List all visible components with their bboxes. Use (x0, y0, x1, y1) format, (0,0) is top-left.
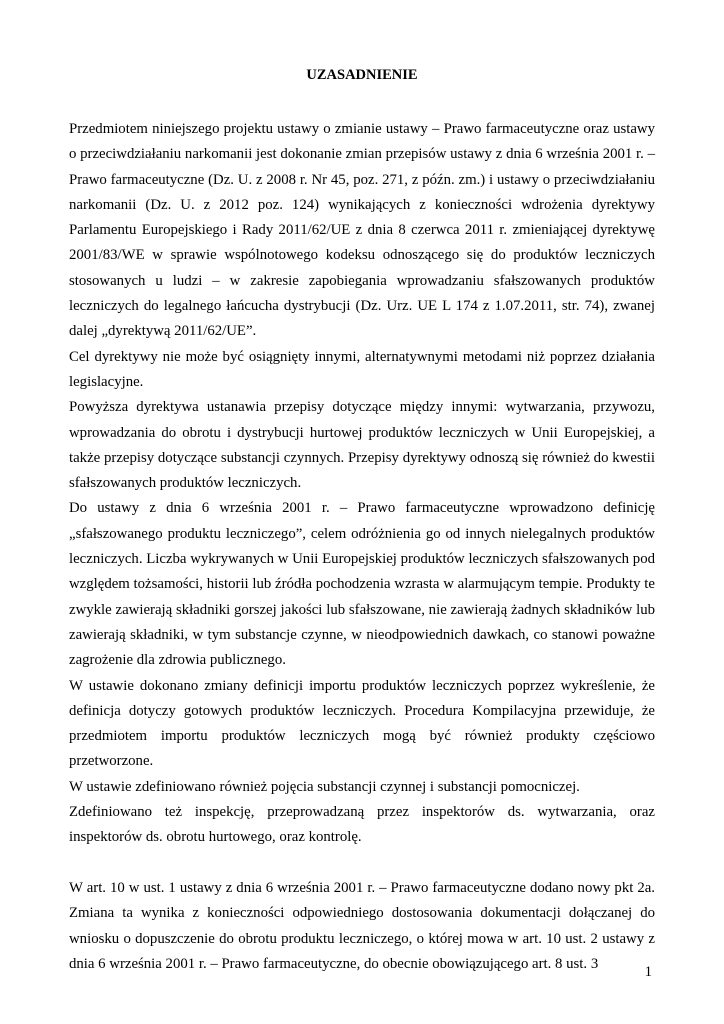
paragraph-import-definition: W ustawie dokonano zmiany definicji importu produktów leczniczych poprzez wykreślenie, że definicja dotyczy gotowych produktów leczniczych. Procedura Kompilacyjna przewiduje, że przedmiotem importu produktów leczniczych mogą być również produkty częściowo przetworzone. (69, 677, 655, 770)
paragraph-art-10: W art. 10 w ust. 1 ustawy z dnia 6 września 2001 r. – Prawo farmaceutyczne dodano nowy pkt 2a. Zmiana ta wynika z konieczności odpowiedniego dostosowania dokumentacji dołączanej do wniosku o dopuszczenie do obrotu produktu leczniczego, o której mowa w art. 10 ust. 2 ustawy z dnia 6 września 2001 r. – Prawo farmaceutyczne, do obecnie obowiązującego art. 8 ust. 3 (69, 879, 655, 972)
paragraph-directive-scope: Powyższa dyrektywa ustanawia przepisy dotyczące między innymi: wytwarzania, przywozu, wprowadzania do obrotu i dystrybucji hurtowej produktów leczniczych w Unii Europejskiej, a także przepisy dotyczące substancji czynnych. Przepisy dyrektywy odnoszą się również do kwestii sfałszowanych produktów leczniczych. (69, 399, 655, 492)
page-number: 1 (644, 964, 652, 980)
document-title: UZASADNIENIE (306, 67, 418, 83)
paragraph-falsified-definition: Do ustawy z dnia 6 września 2001 r. – Prawo farmaceutyczne wprowadzono definicję „sfałszowanego produktu leczniczego”, celem odróżnienia go od innych nielegalnych produktów leczniczych. Liczba wykrywanych w Unii Europejskiej produktów leczniczych sfałszowanych pod względem tożsamości, historii lub źródła pochodzenia wzrasta w alarmującym tempie. Produkty te zwykle zawierają składniki gorszej jakości lub sfałszowane, nie zawierają żadnych składników lub zawierają składniki, w tym substancje czynne, w nieodpowiednich dawkach, co stanowi poważne zagrożenie dla zdrowia publicznego. (69, 500, 655, 669)
paragraph-intro: Przedmiotem niniejszego projektu ustawy o zmianie ustawy – Prawo farmaceutyczne oraz ustawy o przeciwdziałaniu narkomanii jest dokonanie zmian przepisów ustawy z dnia 6 września 2001 r. – Prawo farmaceutyczne (Dz. U. z 2008 r. Nr 45, poz. 271, z późn. zm.) i ustawy o przeciwdziałaniu narkomanii (Dz. U. z 2012 poz. 124) wynikających z konieczności wdrożenia dyrektywy Parlamentu Europejskiego i Rady 2011/62/UE z dnia 8 czerwca 2011 r. zmieniającej dyrektywę 2001/83/WE w sprawie wspólnotowego kodeksu odnoszącego się do produktów leczniczych stosowanych u ludzi – w zakresie zapobiegania wprowadzaniu sfałszowanych produktów leczniczych do legalnego łańcucha dystrybucji (Dz. Urz. UE L 174 z 1.07.2011, str. 74), zwanej dalej „dyrektywą 2011/62/UE”. (69, 121, 655, 340)
paragraph-substances: W ustawie zdefiniowano również pojęcia substancji czynnej i substancji pomocniczej. (69, 778, 580, 795)
paragraph-goal: Cel dyrektywy nie może być osiągnięty innymi, alternatywnymi metodami niż poprzez działania legislacyjne. (69, 348, 655, 390)
paragraph-inspection: Zdefiniowano też inspekcję, przeprowadzaną przez inspektorów ds. wytwarzania, oraz inspektorów ds. obrotu hurtowego, oraz kontrolę. (69, 804, 655, 846)
document-body (69, 117, 655, 977)
